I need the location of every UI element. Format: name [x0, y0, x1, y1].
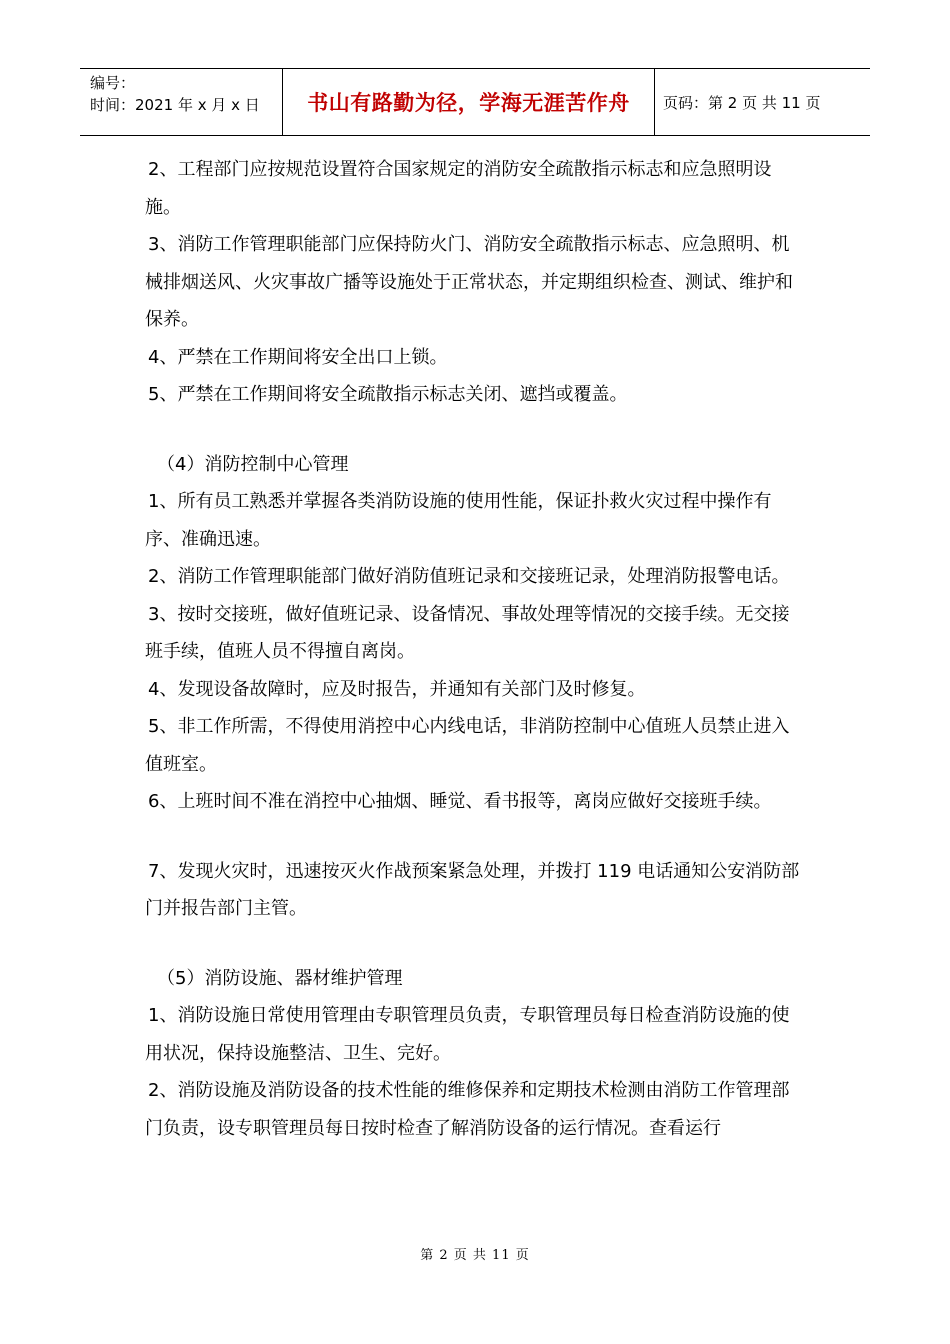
- paragraph: 2、消防设施及消防设备的技术性能的维修保养和定期技术检测由消防工作管理部门负责，设专职管理员每日按时检查了解消防设备的运行情况。查看运行: [145, 1080, 790, 1139]
- spacer: [145, 414, 805, 446]
- header-table: [80, 68, 870, 136]
- paragraph: 5、严禁在工作期间将安全疏散指示标志关闭、遮挡或覆盖。: [148, 384, 628, 405]
- document-number-label: 编号：: [90, 74, 136, 92]
- paragraph: 2、消防工作管理职能部门做好消防值班记录和交接班记录，处理消防报警电话。: [148, 566, 790, 587]
- paragraph: 1、消防设施日常使用管理由专职管理员负责，专职管理员每日检查消防设施的使用状况，保持设施整洁、卫生、完好。: [145, 1005, 790, 1064]
- header-page-info: 页码：第 2 页 共 11 页: [663, 93, 821, 112]
- paragraph: 6、上班时间不准在消控中心抽烟、睡觉、看书报等，离岗应做好交接班手续。: [148, 791, 772, 812]
- paragraph: 7、发现火灾时，迅速按灭火作战预案紧急处理，并拨打 119 电话通知公安消防部门并报告部门主管。: [145, 860, 800, 919]
- document-body: [145, 151, 805, 1147]
- paragraph: 4、发现设备故障时，应及时报告，并通知有关部门及时修复。: [148, 678, 646, 700]
- section-title-4: （4）消防控制中心管理: [157, 453, 349, 475]
- section-title-5: （5）消防设施、器材维护管理: [157, 967, 403, 989]
- document-date: 时间：2021 年 x 月 x 日: [90, 96, 260, 114]
- page-footer: 第 2 页 共 11 页: [420, 1248, 530, 1263]
- paragraph: 2、工程部门应按规范设置符合国家规定的消防安全疏散指示标志和应急照明设施。: [145, 159, 772, 218]
- spacer: [145, 928, 805, 960]
- spacer: [145, 821, 805, 853]
- paragraph: 3、消防工作管理职能部门应保持防火门、消防安全疏散指示标志、应急照明、机械排烟送风、火灾事故广播等设施处于正常状态，并定期组织检查、测试、维护和保养。: [145, 234, 793, 330]
- paragraph: 5、非工作所需，不得使用消控中心内线电话，非消防控制中心值班人员禁止进入值班室。: [145, 716, 790, 775]
- paragraph: 3、按时交接班，做好值班记录、设备情况、事故处理等情况的交接手续。无交接班手续，值班人员不得擅自离岗。: [145, 603, 790, 662]
- header-meta: [80, 69, 283, 135]
- paragraph: 4、严禁在工作期间将安全出口上锁。: [148, 346, 448, 368]
- header-motto: 书山有路勤为径，学海无涯苦作舟: [283, 69, 655, 135]
- paragraph: 1、所有员工熟悉并掌握各类消防设施的使用性能，保证扑救火灾过程中操作有序、准确迅速。: [145, 491, 772, 550]
